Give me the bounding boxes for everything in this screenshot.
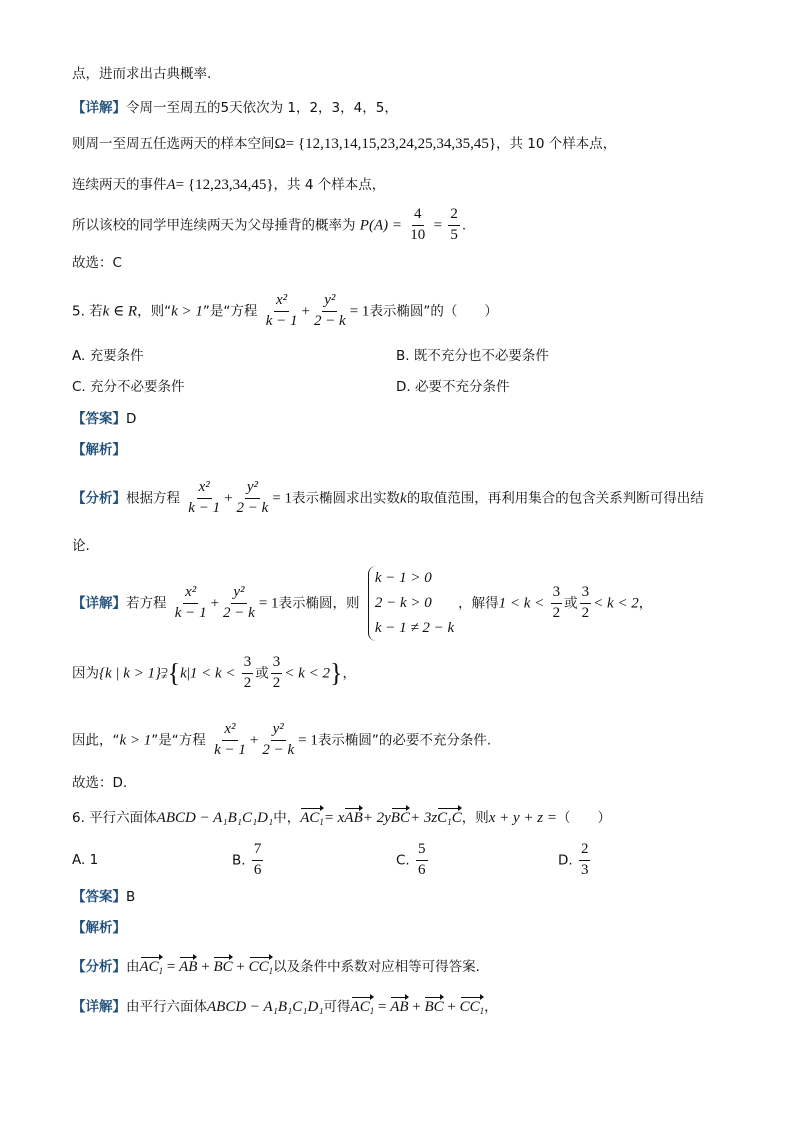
answer-tag: 【答案】 xyxy=(72,411,126,427)
answer-line: 【答案】B xyxy=(72,889,136,905)
vector-ab: AB xyxy=(344,810,363,826)
fraction: $\frac{\text{y²}}{2 - k}$ xyxy=(313,292,346,329)
fraction: $\frac{5}{6}$ xyxy=(418,841,426,878)
analysis-tag: 【解析】 xyxy=(72,442,126,458)
question-6: 6. 平行六面体ABCD − A₁B₁C₁D₁中，$AC_1= xAB+ 2yBC+ 3zC_1C$，则x + y + z =（ ） xyxy=(72,810,611,827)
detail-line-q6: 【详解】由平行六面体ABCD − A₁B₁C₁D₁可得$AC_1$ = AB + BC + $CC_1$， xyxy=(72,999,498,1016)
analysis-tag: 【解析】 xyxy=(72,920,126,936)
option-b: B. 既不充分也不必要条件 xyxy=(396,348,549,364)
option-c: C. $\frac{5}{6}$ xyxy=(396,841,426,878)
analysis-line-cont: 论. xyxy=(72,538,90,554)
option-a: A. 1 xyxy=(72,852,99,868)
sample-space-line: 则周一至周五任选两天的样本空间Ω= {12,13,14,15,23,24,25,34,35,45}，共 10 个样本点， xyxy=(72,136,617,152)
vector-bc: BC xyxy=(390,810,410,826)
probability-line: 所以该校的同学甲连续两天为父母捶背的概率为 P(A) = $\frac{4}{10}$ = $\frac{2}{5}$ . xyxy=(72,206,467,243)
analysis-subtag: 【分析】 xyxy=(72,959,126,975)
fraction: $\frac{3}{2}$ xyxy=(552,584,561,621)
fraction: $\frac{\text{x²}}{k - 1}$ xyxy=(214,721,246,758)
detail-tag: 【详解】 xyxy=(72,100,126,116)
analysis-header xyxy=(72,444,126,458)
text-line: 点，进而求出古典概率. xyxy=(72,66,212,82)
fraction: $\frac{\text{x²}}{k - 1}$ xyxy=(188,479,221,516)
answer-tag: 【答案】 xyxy=(72,889,126,905)
fraction: $\frac{\text{y²}}{2 - k}$ xyxy=(223,584,255,621)
analysis-subtag: 【分析】 xyxy=(72,490,126,507)
fraction: $\frac{3}{2}$ xyxy=(581,584,590,621)
event-line: 连续两天的事件A= {12,23,34,45}，共 4 个样本点， xyxy=(72,177,386,193)
option-d: D. 必要不充分条件 xyxy=(396,379,510,395)
fraction: $\frac{3}{2}$ xyxy=(243,654,252,691)
fraction: $\frac{3}{2}$ xyxy=(272,654,281,691)
choose-line: 故选：D. xyxy=(72,775,128,791)
inequality-system: k − 1 > 0 2 − k > 0 k − 1 ≠ 2 − k xyxy=(368,566,454,641)
fraction: $\frac{\text{x²}}{k - 1}$ xyxy=(174,584,207,621)
analysis-line-q6: 【分析】由$AC_1$ = AB + BC + $CC_1$以及条件中系数对应相等可得答案. xyxy=(72,959,480,976)
fraction: $\frac{\text{y²}}{2 - k}$ xyxy=(262,721,295,758)
question-5: 5. 若k ∈ R，则“k > 1”是“方程 $\frac{\text{x²}}{k - 1}$ + $\frac{\text{y²}}{2 - k}$ = 1表示椭圆”的（ ） xyxy=(72,292,498,329)
fraction: $\frac{\text{x²}}{k - 1}$ xyxy=(265,292,298,329)
choose-line: 故选：C xyxy=(72,255,122,271)
answer-line: 【答案】D xyxy=(72,411,137,427)
fraction: $\frac{2}{3}$ xyxy=(580,841,589,878)
option-c: C. 充分不必要条件 xyxy=(72,379,185,395)
analysis-line: 【分析】根据方程 $\frac{\text{x²}}{k - 1}$ + $\frac{\text{y²}}{2 - k}$ = 1表示椭圆求出实数k的取值范围，再利用集合的包含关系判断可得出结 xyxy=(72,479,704,516)
detail-line: 【详解】令周一至周五的5天依次为 1，2，3，4，5， xyxy=(72,100,398,116)
because-line: 因为{k | k > 1}⫌{k|1 < k < $\frac{3}{2}$ 或 $\frac{3}{2}$ < k < 2}， xyxy=(72,654,356,691)
detail-tag: 【详解】 xyxy=(72,595,126,612)
vector-c1c: $C_1C$ xyxy=(437,810,462,827)
therefore-line: 因此，“k > 1”是“方程 $\frac{\text{x²}}{k - 1}$ + $\frac{\text{y²}}{2 - k}$ = 1表示椭圆”的必要不充分条件. xyxy=(72,721,492,758)
option-d: D. $\frac{2}{3}$ xyxy=(558,841,589,878)
fraction: $\frac{\text{y²}}{2 - k}$ xyxy=(236,479,269,516)
analysis-header xyxy=(72,922,126,936)
detail-line-q5: 【详解】若方程 $\frac{\text{x²}}{k - 1}$ + $\frac{\text{y²}}{2 - k}$ = 1表示椭圆，则 k − 1 > 0 2 − k > 0 k − 1 ≠ 2 − k ，解得1 < k < $\frac{3}{2}$ 或 $\frac{3}{2}$ < k < 2， xyxy=(72,566,652,641)
detail-tag: 【详解】 xyxy=(72,999,126,1015)
option-a: A. 充要条件 xyxy=(72,348,144,364)
fraction: $\frac{4}{10}$ xyxy=(410,206,426,243)
option-b: B. $\frac{7}{6}$ xyxy=(232,841,262,878)
vector-ac1: $AC_1$ xyxy=(300,810,324,827)
fraction: $\frac{2}{5}$ xyxy=(450,206,458,243)
fraction: $\frac{7}{6}$ xyxy=(253,841,262,878)
